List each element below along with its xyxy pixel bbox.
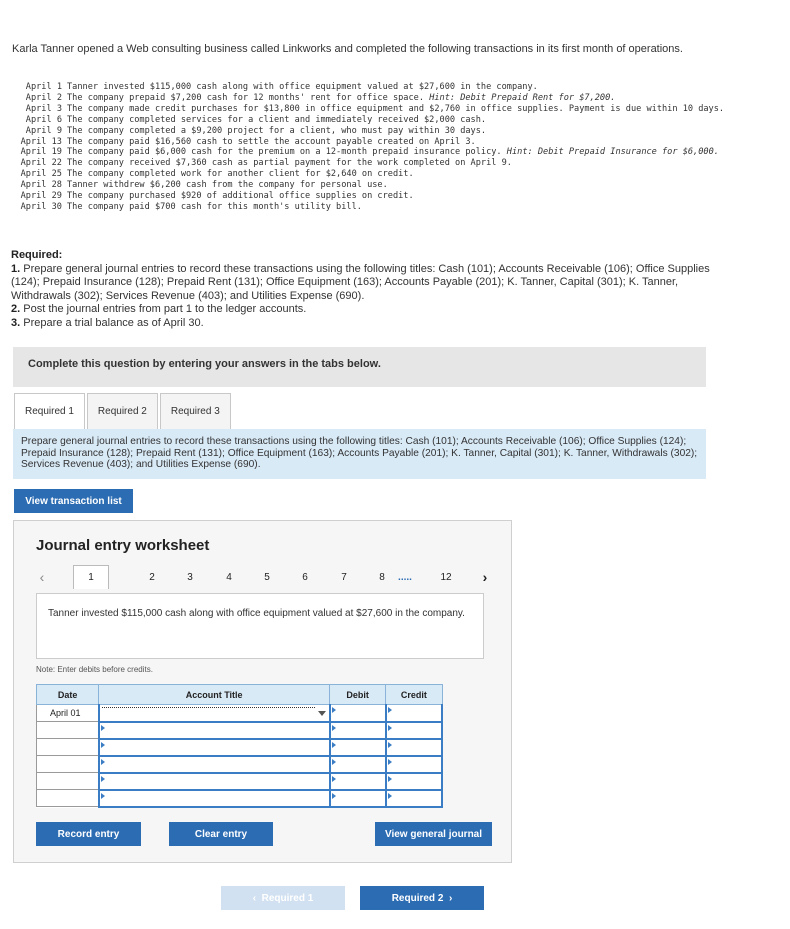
- debit-input[interactable]: [330, 790, 386, 807]
- transaction-date: April 6: [25, 114, 62, 125]
- transaction-text: The company completed a $9,200 project for a client, who must pay within 30 days.: [67, 125, 487, 136]
- page-7[interactable]: 7: [341, 571, 347, 583]
- record-entry-button[interactable]: Record entry: [36, 822, 141, 846]
- date-cell[interactable]: [37, 756, 99, 773]
- transaction-text: The company paid $16,560 cash to settle the account payable created on April 3.: [67, 136, 476, 147]
- column-header-account: Account Title: [99, 685, 330, 705]
- required-item: 2. Post the journal entries from part 1 to the ledger accounts.: [11, 303, 307, 316]
- transaction-row: [11, 115, 731, 126]
- transaction-row: [11, 137, 731, 148]
- next-required-button[interactable]: [360, 886, 484, 910]
- journal-entry-worksheet: [13, 520, 512, 863]
- transaction-text: The company prepaid $7,200 cash for 12 months' rent for office space. Hint: Debit Prepaid Rent for $7,200.: [67, 92, 616, 103]
- page-5[interactable]: 5: [264, 571, 270, 583]
- account-title-select[interactable]: [99, 756, 330, 773]
- prev-required-button[interactable]: [221, 886, 345, 910]
- transaction-date: April 3: [25, 103, 62, 114]
- entry-pager: [36, 565, 494, 589]
- page-8[interactable]: 8: [379, 571, 385, 583]
- required-heading: Required:: [11, 249, 63, 261]
- prev-required-label: Required 1: [261, 892, 314, 904]
- table-row: [37, 705, 443, 722]
- chevron-left-icon[interactable]: ‹: [39, 569, 45, 585]
- transaction-date: April 29: [20, 191, 62, 202]
- transaction-text: The company received $7,360 cash as partial payment for the work completed on April 9.: [67, 158, 512, 169]
- required-item: 3. Prepare a trial balance as of April 30.: [11, 316, 204, 329]
- transaction-text: The company completed services for a client and immediately received $2,000 cash.: [67, 114, 487, 125]
- transaction-row: [11, 169, 731, 180]
- page-12[interactable]: 12: [440, 571, 452, 583]
- tab-required-3[interactable]: Required 3: [160, 393, 231, 429]
- credit-input[interactable]: [386, 722, 442, 739]
- entry-note: Note: Enter debits before credits.: [36, 665, 153, 674]
- next-required-label: Required 2: [391, 892, 444, 904]
- debit-input[interactable]: [330, 773, 386, 790]
- account-title-select[interactable]: [99, 705, 330, 722]
- required-section: [11, 249, 711, 331]
- transaction-date: April 2: [25, 92, 62, 103]
- transaction-row: [11, 180, 731, 191]
- transaction-date: April 9: [25, 125, 62, 136]
- transaction-row: [11, 191, 731, 202]
- page-ellipsis: .....: [398, 571, 412, 583]
- transaction-text: The company paid $700 cash for this month's utility bill.: [67, 201, 362, 212]
- tab-required-1[interactable]: Required 1: [14, 393, 85, 429]
- transaction-list: [11, 82, 731, 213]
- account-title-select[interactable]: [99, 722, 330, 739]
- credit-input[interactable]: [386, 705, 442, 722]
- page-3[interactable]: 3: [187, 571, 193, 583]
- transaction-hint: Hint: Debit Prepaid Rent for $7,200.: [429, 92, 616, 103]
- tab-bar: [14, 393, 233, 429]
- transaction-hint: Hint: Debit Prepaid Insurance for $6,000.: [506, 147, 719, 158]
- transaction-date: April 22: [20, 158, 62, 169]
- transaction-text: The company purchased $920 of additional office supplies on credit.: [67, 191, 414, 202]
- date-cell[interactable]: [37, 773, 99, 790]
- column-header-debit: Debit: [330, 685, 386, 705]
- account-title-select[interactable]: [99, 790, 330, 807]
- table-row: [37, 739, 443, 756]
- page-1[interactable]: 1: [73, 565, 109, 589]
- clear-entry-button[interactable]: Clear entry: [169, 822, 273, 846]
- table-row: [37, 722, 443, 739]
- transaction-date: April 25: [20, 169, 62, 180]
- worksheet-title: Journal entry worksheet: [36, 537, 210, 554]
- banner-text: Complete this question by entering your answers in the tabs below.: [28, 358, 381, 370]
- transaction-row: [11, 158, 731, 169]
- required-item: 1. Prepare general journal entries to record these transactions using the following titles: Cash (101); Accounts Receivable (106); Office Supplies (124); Prepaid Insurance (128); Prepaid Rent (131); Office Equipment (163); Accounts Payable (201); K. Tanner, Capital (301); K. Tanner, Withdrawals (302); Services Revenue (403); and Utilities Expense (690).: [11, 262, 710, 302]
- date-cell[interactable]: [37, 722, 99, 739]
- entry-description: Tanner invested $115,000 cash along with office equipment valued at $27,600 in the company.: [36, 593, 484, 659]
- transaction-text: The company made credit purchases for $13,800 in office equipment and $2,760 in office supplies. Payment is due within 10 days.: [67, 103, 725, 114]
- chevron-down-icon[interactable]: [318, 711, 326, 716]
- view-transaction-list-button[interactable]: View transaction list: [14, 489, 133, 513]
- transaction-text: The company paid $6,000 cash for the premium on a 12-month prepaid insurance policy. Hint: Debit Prepaid Insurance for $6,000.: [67, 147, 719, 158]
- journal-entry-table: [36, 684, 443, 808]
- instruction-banner: [13, 347, 706, 387]
- view-general-journal-button[interactable]: View general journal: [375, 822, 492, 846]
- column-header-date: Date: [37, 685, 99, 705]
- page-6[interactable]: 6: [302, 571, 308, 583]
- chevron-left-icon: ‹: [252, 892, 257, 904]
- transaction-date: April 28: [20, 180, 62, 191]
- tab-required-2[interactable]: Required 2: [87, 393, 158, 429]
- transaction-row: [11, 126, 731, 137]
- date-cell[interactable]: [37, 790, 99, 807]
- credit-input[interactable]: [386, 739, 442, 756]
- intro-text: Karla Tanner opened a Web consulting business called Linkworks and completed the following transactions in its first month of operations.: [12, 43, 683, 55]
- transaction-date: April 1: [25, 82, 62, 92]
- transaction-date: April 30: [20, 201, 62, 212]
- account-title-select[interactable]: [99, 739, 330, 756]
- transaction-date: April 13: [20, 136, 62, 147]
- credit-input[interactable]: [386, 773, 442, 790]
- debit-input[interactable]: [330, 722, 386, 739]
- account-title-select[interactable]: [99, 773, 330, 790]
- date-cell[interactable]: [37, 739, 99, 756]
- debit-input[interactable]: [330, 756, 386, 773]
- table-row: [37, 756, 443, 773]
- chevron-right-icon[interactable]: ›: [482, 569, 488, 585]
- page-4[interactable]: 4: [226, 571, 232, 583]
- page-2[interactable]: 2: [149, 571, 155, 583]
- transaction-row: [11, 82, 731, 93]
- transaction-text: Tanner invested $115,000 cash along with office equipment valued at $27,600 in the company.: [67, 82, 538, 92]
- table-row: [37, 773, 443, 790]
- date-cell[interactable]: April 01: [37, 705, 99, 722]
- table-row: [37, 790, 443, 807]
- transaction-text: The company completed work for another client for $2,640 on credit.: [67, 169, 414, 180]
- debit-input[interactable]: [330, 705, 386, 722]
- transaction-text: Tanner withdrew $6,200 cash from the company for personal use.: [67, 180, 388, 191]
- chevron-right-icon: ›: [448, 892, 453, 904]
- credit-input[interactable]: [386, 790, 442, 807]
- tab-prompt: Prepare general journal entries to record these transactions using the following titles: Cash (101); Accounts Receivable (106); Office Supplies (124); Prepaid Insurance (128); Prepaid Rent (131); Office Equipment (163); Accounts Payable (201); K. Tanner, Capital (301); K. Tanner, Withdrawals (302); Services Revenue (403); and Utilities Expense (690).: [13, 429, 706, 479]
- transaction-row: [11, 147, 731, 158]
- transaction-date: April 19: [20, 147, 62, 158]
- debit-input[interactable]: [330, 739, 386, 756]
- transaction-row: [11, 93, 731, 104]
- transaction-row: [11, 104, 731, 115]
- column-header-credit: Credit: [386, 685, 442, 705]
- transaction-row: [11, 202, 731, 213]
- credit-input[interactable]: [386, 756, 442, 773]
